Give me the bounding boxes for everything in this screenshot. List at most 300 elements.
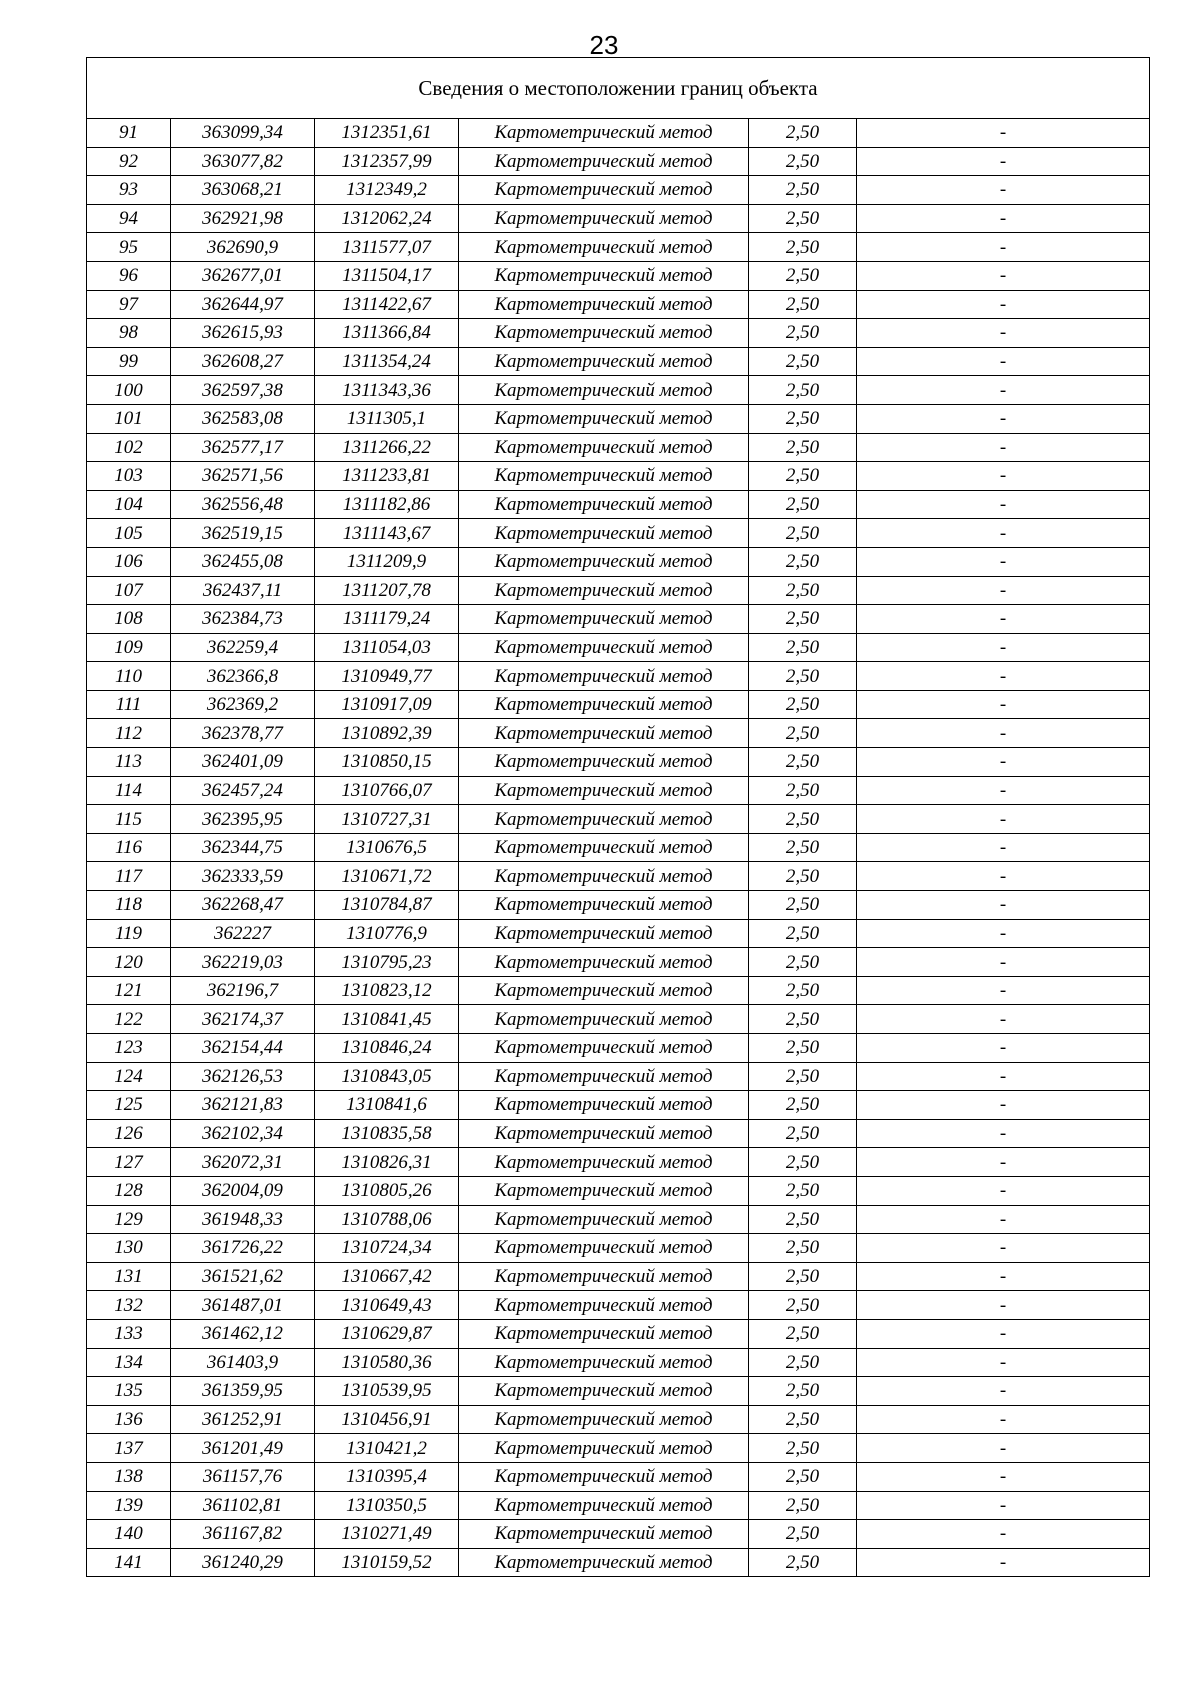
method-cell: Картометрический метод (459, 119, 749, 148)
x-coordinate-cell: 362344,75 (171, 833, 315, 862)
precision-cell: 2,50 (749, 204, 857, 233)
y-coordinate-cell: 1310776,9 (315, 919, 459, 948)
method-cell: Картометрический метод (459, 1034, 749, 1063)
precision-cell: 2,50 (749, 1034, 857, 1063)
table-row (87, 290, 1150, 319)
x-coordinate-cell: 361102,81 (171, 1491, 315, 1520)
x-coordinate-cell: 362102,34 (171, 1119, 315, 1148)
table-row (87, 1005, 1150, 1034)
y-coordinate-cell: 1310850,15 (315, 748, 459, 777)
x-coordinate-cell: 362154,44 (171, 1034, 315, 1063)
x-coordinate-cell: 362369,2 (171, 690, 315, 719)
table-row (87, 1034, 1150, 1063)
x-coordinate-cell: 362366,8 (171, 662, 315, 691)
y-coordinate-cell: 1310727,31 (315, 805, 459, 834)
description-cell: - (857, 204, 1150, 233)
point-number-cell: 107 (87, 576, 171, 605)
precision-cell: 2,50 (749, 233, 857, 262)
table-title: Сведения о местоположении границ объекта (87, 58, 1150, 119)
y-coordinate-cell: 1310835,58 (315, 1119, 459, 1148)
point-number-cell: 112 (87, 719, 171, 748)
table-row (87, 662, 1150, 691)
method-cell: Картометрический метод (459, 1119, 749, 1148)
x-coordinate-cell: 362401,09 (171, 748, 315, 777)
description-cell: - (857, 233, 1150, 262)
table-row (87, 1377, 1150, 1406)
method-cell: Картометрический метод (459, 347, 749, 376)
method-cell: Картометрический метод (459, 1205, 749, 1234)
y-coordinate-cell: 1310843,05 (315, 1062, 459, 1091)
x-coordinate-cell: 362615,93 (171, 319, 315, 348)
description-cell: - (857, 119, 1150, 148)
y-coordinate-cell: 1312062,24 (315, 204, 459, 233)
y-coordinate-cell: 1310784,87 (315, 891, 459, 920)
y-coordinate-cell: 1311354,24 (315, 347, 459, 376)
point-number-cell: 137 (87, 1434, 171, 1463)
precision-cell: 2,50 (749, 1520, 857, 1549)
y-coordinate-cell: 1310676,5 (315, 833, 459, 862)
description-cell: - (857, 462, 1150, 491)
table-row (87, 1405, 1150, 1434)
x-coordinate-cell: 362597,38 (171, 376, 315, 405)
description-cell: - (857, 690, 1150, 719)
x-coordinate-cell: 362608,27 (171, 347, 315, 376)
description-cell: - (857, 261, 1150, 290)
y-coordinate-cell: 1310539,95 (315, 1377, 459, 1406)
precision-cell: 2,50 (749, 1491, 857, 1520)
method-cell: Картометрический метод (459, 1548, 749, 1577)
method-cell: Картометрический метод (459, 462, 749, 491)
precision-cell: 2,50 (749, 1434, 857, 1463)
x-coordinate-cell: 361167,82 (171, 1520, 315, 1549)
method-cell: Картометрический метод (459, 748, 749, 777)
y-coordinate-cell: 1311422,67 (315, 290, 459, 319)
y-coordinate-cell: 1311504,17 (315, 261, 459, 290)
description-cell: - (857, 662, 1150, 691)
precision-cell: 2,50 (749, 404, 857, 433)
x-coordinate-cell: 361487,01 (171, 1291, 315, 1320)
description-cell: - (857, 805, 1150, 834)
point-number-cell: 102 (87, 433, 171, 462)
x-coordinate-cell: 362577,17 (171, 433, 315, 462)
x-coordinate-cell: 361157,76 (171, 1462, 315, 1491)
description-cell: - (857, 1176, 1150, 1205)
description-cell: - (857, 1319, 1150, 1348)
x-coordinate-cell: 362644,97 (171, 290, 315, 319)
precision-cell: 2,50 (749, 1062, 857, 1091)
point-number-cell: 123 (87, 1034, 171, 1063)
precision-cell: 2,50 (749, 1176, 857, 1205)
description-cell: - (857, 919, 1150, 948)
method-cell: Картометрический метод (459, 261, 749, 290)
point-number-cell: 132 (87, 1291, 171, 1320)
y-coordinate-cell: 1310949,77 (315, 662, 459, 691)
precision-cell: 2,50 (749, 462, 857, 491)
y-coordinate-cell: 1310795,23 (315, 948, 459, 977)
description-cell: - (857, 490, 1150, 519)
point-number-cell: 116 (87, 833, 171, 862)
precision-cell: 2,50 (749, 719, 857, 748)
method-cell: Картометрический метод (459, 1405, 749, 1434)
precision-cell: 2,50 (749, 1205, 857, 1234)
description-cell: - (857, 547, 1150, 576)
description-cell: - (857, 891, 1150, 920)
point-number-cell: 106 (87, 547, 171, 576)
point-number-cell: 133 (87, 1319, 171, 1348)
precision-cell: 2,50 (749, 1119, 857, 1148)
point-number-cell: 105 (87, 519, 171, 548)
description-cell: - (857, 1520, 1150, 1549)
y-coordinate-cell: 1310395,4 (315, 1462, 459, 1491)
description-cell: - (857, 176, 1150, 205)
precision-cell: 2,50 (749, 519, 857, 548)
point-number-cell: 118 (87, 891, 171, 920)
precision-cell: 2,50 (749, 433, 857, 462)
x-coordinate-cell: 362072,31 (171, 1148, 315, 1177)
method-cell: Картометрический метод (459, 1148, 749, 1177)
description-cell: - (857, 1234, 1150, 1263)
point-number-cell: 124 (87, 1062, 171, 1091)
method-cell: Картометрический метод (459, 1262, 749, 1291)
precision-cell: 2,50 (749, 490, 857, 519)
y-coordinate-cell: 1310917,09 (315, 690, 459, 719)
table-row (87, 1176, 1150, 1205)
table-row (87, 233, 1150, 262)
x-coordinate-cell: 362259,4 (171, 633, 315, 662)
method-cell: Картометрический метод (459, 690, 749, 719)
table-row (87, 490, 1150, 519)
method-cell: Картометрический метод (459, 633, 749, 662)
description-cell: - (857, 1262, 1150, 1291)
x-coordinate-cell: 362333,59 (171, 862, 315, 891)
table-row (87, 1205, 1150, 1234)
description-cell: - (857, 376, 1150, 405)
y-coordinate-cell: 1310788,06 (315, 1205, 459, 1234)
method-cell: Картометрический метод (459, 147, 749, 176)
point-number-cell: 141 (87, 1548, 171, 1577)
description-cell: - (857, 519, 1150, 548)
y-coordinate-cell: 1310421,2 (315, 1434, 459, 1463)
table-row (87, 319, 1150, 348)
description-cell: - (857, 1405, 1150, 1434)
table-row (87, 1262, 1150, 1291)
description-cell: - (857, 1291, 1150, 1320)
method-cell: Картометрический метод (459, 1005, 749, 1034)
point-number-cell: 140 (87, 1520, 171, 1549)
table-row (87, 1520, 1150, 1549)
point-number-cell: 135 (87, 1377, 171, 1406)
precision-cell: 2,50 (749, 376, 857, 405)
method-cell: Картометрический метод (459, 976, 749, 1005)
y-coordinate-cell: 1310649,43 (315, 1291, 459, 1320)
table-row (87, 1234, 1150, 1263)
method-cell: Картометрический метод (459, 948, 749, 977)
description-cell: - (857, 1034, 1150, 1063)
precision-cell: 2,50 (749, 633, 857, 662)
method-cell: Картометрический метод (459, 404, 749, 433)
table-row (87, 776, 1150, 805)
table-row (87, 204, 1150, 233)
table-row (87, 1491, 1150, 1520)
table-row (87, 261, 1150, 290)
point-number-cell: 121 (87, 976, 171, 1005)
point-number-cell: 109 (87, 633, 171, 662)
y-coordinate-cell: 1310667,42 (315, 1262, 459, 1291)
x-coordinate-cell: 361252,91 (171, 1405, 315, 1434)
table-row (87, 1319, 1150, 1348)
method-cell: Картометрический метод (459, 176, 749, 205)
x-coordinate-cell: 362196,7 (171, 976, 315, 1005)
description-cell: - (857, 319, 1150, 348)
point-number-cell: 125 (87, 1091, 171, 1120)
method-cell: Картометрический метод (459, 519, 749, 548)
x-coordinate-cell: 362457,24 (171, 776, 315, 805)
method-cell: Картометрический метод (459, 919, 749, 948)
table-row (87, 1462, 1150, 1491)
y-coordinate-cell: 1310456,91 (315, 1405, 459, 1434)
table-row (87, 605, 1150, 634)
point-number-cell: 117 (87, 862, 171, 891)
method-cell: Картометрический метод (459, 290, 749, 319)
method-cell: Картометрический метод (459, 719, 749, 748)
description-cell: - (857, 862, 1150, 891)
x-coordinate-cell: 362174,37 (171, 1005, 315, 1034)
description-cell: - (857, 948, 1150, 977)
precision-cell: 2,50 (749, 1262, 857, 1291)
method-cell: Картометрический метод (459, 1491, 749, 1520)
table-row (87, 176, 1150, 205)
x-coordinate-cell: 362378,77 (171, 719, 315, 748)
point-number-cell: 98 (87, 319, 171, 348)
precision-cell: 2,50 (749, 1091, 857, 1120)
x-coordinate-cell: 363099,34 (171, 119, 315, 148)
x-coordinate-cell: 362583,08 (171, 404, 315, 433)
precision-cell: 2,50 (749, 1291, 857, 1320)
x-coordinate-cell: 361403,9 (171, 1348, 315, 1377)
point-number-cell: 129 (87, 1205, 171, 1234)
y-coordinate-cell: 1310159,52 (315, 1548, 459, 1577)
x-coordinate-cell: 362268,47 (171, 891, 315, 920)
table-row (87, 147, 1150, 176)
point-number-cell: 139 (87, 1491, 171, 1520)
description-cell: - (857, 976, 1150, 1005)
point-number-cell: 101 (87, 404, 171, 433)
y-coordinate-cell: 1310671,72 (315, 862, 459, 891)
point-number-cell: 108 (87, 605, 171, 634)
table-row (87, 748, 1150, 777)
y-coordinate-cell: 1311143,67 (315, 519, 459, 548)
description-cell: - (857, 1348, 1150, 1377)
method-cell: Картометрический метод (459, 433, 749, 462)
x-coordinate-cell: 363077,82 (171, 147, 315, 176)
point-number-cell: 122 (87, 1005, 171, 1034)
table-row (87, 976, 1150, 1005)
boundary-coordinates-table (86, 57, 1150, 1577)
precision-cell: 2,50 (749, 605, 857, 634)
point-number-cell: 95 (87, 233, 171, 262)
y-coordinate-cell: 1310805,26 (315, 1176, 459, 1205)
description-cell: - (857, 1062, 1150, 1091)
y-coordinate-cell: 1311182,86 (315, 490, 459, 519)
description-cell: - (857, 1091, 1150, 1120)
point-number-cell: 103 (87, 462, 171, 491)
point-number-cell: 104 (87, 490, 171, 519)
description-cell: - (857, 1548, 1150, 1577)
x-coordinate-cell: 362455,08 (171, 547, 315, 576)
y-coordinate-cell: 1310846,24 (315, 1034, 459, 1063)
description-cell: - (857, 1148, 1150, 1177)
y-coordinate-cell: 1310350,5 (315, 1491, 459, 1520)
x-coordinate-cell: 361201,49 (171, 1434, 315, 1463)
table-row (87, 833, 1150, 862)
method-cell: Картометрический метод (459, 891, 749, 920)
x-coordinate-cell: 362921,98 (171, 204, 315, 233)
table-row (87, 719, 1150, 748)
precision-cell: 2,50 (749, 347, 857, 376)
description-cell: - (857, 1119, 1150, 1148)
point-number-cell: 127 (87, 1148, 171, 1177)
precision-cell: 2,50 (749, 1005, 857, 1034)
method-cell: Картометрический метод (459, 319, 749, 348)
point-number-cell: 134 (87, 1348, 171, 1377)
table-row (87, 1434, 1150, 1463)
precision-cell: 2,50 (749, 805, 857, 834)
precision-cell: 2,50 (749, 976, 857, 1005)
method-cell: Картометрический метод (459, 376, 749, 405)
method-cell: Картометрический метод (459, 1377, 749, 1406)
x-coordinate-cell: 361240,29 (171, 1548, 315, 1577)
method-cell: Картометрический метод (459, 776, 749, 805)
method-cell: Картометрический метод (459, 1091, 749, 1120)
precision-cell: 2,50 (749, 176, 857, 205)
table-row (87, 1062, 1150, 1091)
precision-cell: 2,50 (749, 776, 857, 805)
table-row (87, 633, 1150, 662)
point-number-cell: 136 (87, 1405, 171, 1434)
description-cell: - (857, 719, 1150, 748)
table-row (87, 1291, 1150, 1320)
x-coordinate-cell: 362227 (171, 919, 315, 948)
description-cell: - (857, 347, 1150, 376)
y-coordinate-cell: 1311054,03 (315, 633, 459, 662)
method-cell: Картометрический метод (459, 1291, 749, 1320)
point-number-cell: 99 (87, 347, 171, 376)
table-row (87, 891, 1150, 920)
point-number-cell: 97 (87, 290, 171, 319)
description-cell: - (857, 776, 1150, 805)
table-row (87, 576, 1150, 605)
point-number-cell: 119 (87, 919, 171, 948)
y-coordinate-cell: 1312357,99 (315, 147, 459, 176)
table-row (87, 862, 1150, 891)
point-number-cell: 128 (87, 1176, 171, 1205)
point-number-cell: 96 (87, 261, 171, 290)
precision-cell: 2,50 (749, 147, 857, 176)
point-number-cell: 115 (87, 805, 171, 834)
point-number-cell: 120 (87, 948, 171, 977)
table-row (87, 347, 1150, 376)
method-cell: Картометрический метод (459, 1348, 749, 1377)
page-number: 23 (589, 30, 619, 60)
x-coordinate-cell: 363068,21 (171, 176, 315, 205)
y-coordinate-cell: 1311233,81 (315, 462, 459, 491)
x-coordinate-cell: 361462,12 (171, 1319, 315, 1348)
precision-cell: 2,50 (749, 547, 857, 576)
x-coordinate-cell: 361521,62 (171, 1262, 315, 1291)
table-row (87, 948, 1150, 977)
table-row (87, 690, 1150, 719)
point-number-cell: 130 (87, 1234, 171, 1263)
method-cell: Картометрический метод (459, 662, 749, 691)
table-row (87, 519, 1150, 548)
table-row (87, 1091, 1150, 1120)
description-cell: - (857, 147, 1150, 176)
method-cell: Картометрический метод (459, 1319, 749, 1348)
description-cell: - (857, 1005, 1150, 1034)
description-cell: - (857, 633, 1150, 662)
description-cell: - (857, 1377, 1150, 1406)
method-cell: Картометрический метод (459, 1462, 749, 1491)
description-cell: - (857, 404, 1150, 433)
table-row (87, 376, 1150, 405)
x-coordinate-cell: 361948,33 (171, 1205, 315, 1234)
precision-cell: 2,50 (749, 576, 857, 605)
precision-cell: 2,50 (749, 662, 857, 691)
method-cell: Картометрический метод (459, 1520, 749, 1549)
precision-cell: 2,50 (749, 290, 857, 319)
table-row (87, 1348, 1150, 1377)
point-number-cell: 131 (87, 1262, 171, 1291)
point-number-cell: 94 (87, 204, 171, 233)
precision-cell: 2,50 (749, 1319, 857, 1348)
precision-cell: 2,50 (749, 748, 857, 777)
method-cell: Картометрический метод (459, 605, 749, 634)
method-cell: Картометрический метод (459, 490, 749, 519)
table-row (87, 919, 1150, 948)
method-cell: Картометрический метод (459, 547, 749, 576)
y-coordinate-cell: 1311266,22 (315, 433, 459, 462)
point-number-cell: 93 (87, 176, 171, 205)
table-row (87, 404, 1150, 433)
table-title-row (87, 58, 1150, 119)
description-cell: - (857, 433, 1150, 462)
method-cell: Картометрический метод (459, 862, 749, 891)
y-coordinate-cell: 1310841,45 (315, 1005, 459, 1034)
y-coordinate-cell: 1311209,9 (315, 547, 459, 576)
method-cell: Картометрический метод (459, 833, 749, 862)
precision-cell: 2,50 (749, 862, 857, 891)
y-coordinate-cell: 1310271,49 (315, 1520, 459, 1549)
x-coordinate-cell: 362677,01 (171, 261, 315, 290)
y-coordinate-cell: 1311207,78 (315, 576, 459, 605)
x-coordinate-cell: 362384,73 (171, 605, 315, 634)
precision-cell: 2,50 (749, 1462, 857, 1491)
description-cell: - (857, 1205, 1150, 1234)
x-coordinate-cell: 362571,56 (171, 462, 315, 491)
method-cell: Картометрический метод (459, 1062, 749, 1091)
method-cell: Картометрический метод (459, 233, 749, 262)
description-cell: - (857, 605, 1150, 634)
point-number-cell: 113 (87, 748, 171, 777)
precision-cell: 2,50 (749, 119, 857, 148)
table-row (87, 433, 1150, 462)
table-row (87, 1548, 1150, 1577)
method-cell: Картометрический метод (459, 576, 749, 605)
y-coordinate-cell: 1310629,87 (315, 1319, 459, 1348)
point-number-cell: 126 (87, 1119, 171, 1148)
x-coordinate-cell: 362437,11 (171, 576, 315, 605)
x-coordinate-cell: 362219,03 (171, 948, 315, 977)
